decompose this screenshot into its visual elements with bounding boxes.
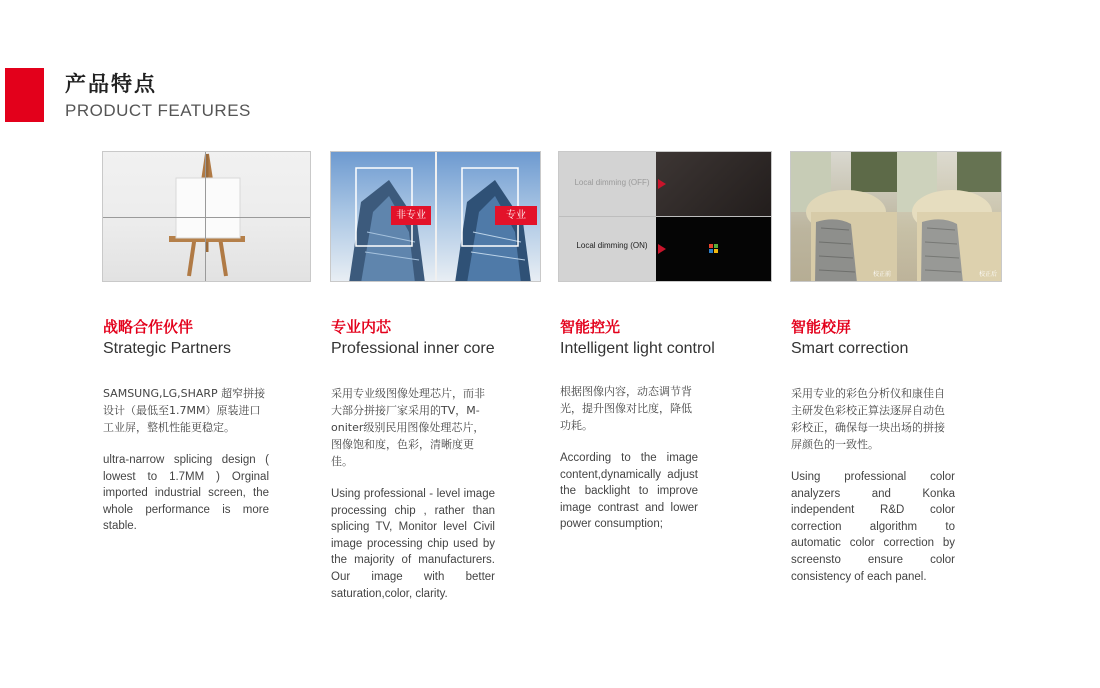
- before-correction-half: [791, 152, 897, 281]
- feature-title-cn: 智能校屏: [791, 318, 852, 336]
- dimming-off-label: Local dimming (OFF): [574, 178, 650, 187]
- color-correction-image: [790, 151, 1002, 282]
- after-label: 校正后: [978, 271, 997, 278]
- logo-glyph-icon: [559, 152, 772, 282]
- page-title-cn: 产品特点: [65, 72, 157, 96]
- feature-title-cn: 智能控光: [560, 318, 621, 336]
- feature-desc-en: According to the image content,dynamically adjust the backlight to improve image contrast and lower power consumption;: [560, 452, 698, 531]
- feature-title-cn: 专业内芯: [331, 318, 392, 336]
- feature-desc-en: Using professional color analyzers and Konka independent R&D color correction algorithm to automatic color correction by screensto ensure color consistency of each panel.: [791, 471, 955, 583]
- after-correction-half: [897, 152, 1002, 281]
- splice-seam-horizontal: [103, 217, 310, 218]
- feature-title-cn: 战略合作伙伴: [103, 318, 194, 336]
- red-accent-block: [5, 68, 44, 122]
- feature-title-en: Smart correction: [791, 340, 909, 357]
- feature-title-en: Intelligent light control: [560, 340, 715, 357]
- feature-desc-en: ultra-narrow splicing design ( lowest to 1.7MM ) Orginal imported industrial screen, the whole performance is more stable.: [103, 454, 269, 533]
- easel-image: [102, 151, 311, 282]
- feature-strategic-partners: [103, 316, 269, 535]
- feature-professional-core: [331, 316, 495, 602]
- feature-desc-cn: 采用专业的彩色分析仪和康佳自主研发色彩校正算法逐屏自动色彩校正，确保每一块出场的拼接屏颜色的一致性。: [791, 387, 945, 451]
- professional-tag: 专业: [495, 206, 537, 225]
- feature-desc-cn: SAMSUNG,LG,SHARP 超窄拼接设计（最低至1.7MM）原装进口工业屏，整机性能更稳定。: [103, 387, 266, 434]
- page-title-en: PRODUCT FEATURES: [65, 101, 251, 120]
- feature-light-control: [560, 316, 715, 533]
- feature-smart-correction: [791, 316, 955, 585]
- feature-title-en: Professional inner core: [331, 340, 495, 357]
- feature-desc-en: Using professional - level image processing chip , rather than splicing TV, Monitor level Civil image processing chip used by the majority of manufacturers. Our image with better saturation,color, clarity.: [331, 488, 495, 600]
- feature-desc-cn: 根据图像内容，动态调节背光，提升图像对比度，降低功耗。: [560, 385, 692, 432]
- before-label: 校正前: [872, 271, 891, 278]
- non-professional-tag: 非专业: [391, 206, 431, 225]
- building-comparison-image: [330, 151, 541, 282]
- local-dimming-image: [558, 151, 772, 282]
- feature-desc-cn: 采用专业级图像处理芯片，而非大部分拼接厂家采用的TV，M-oniter级别民用图像处理芯片，图像饱和度，色彩，清晰度更佳。: [331, 387, 485, 468]
- feature-title-en: Strategic Partners: [103, 340, 232, 357]
- dimming-on-label: Local dimming (ON): [576, 241, 648, 250]
